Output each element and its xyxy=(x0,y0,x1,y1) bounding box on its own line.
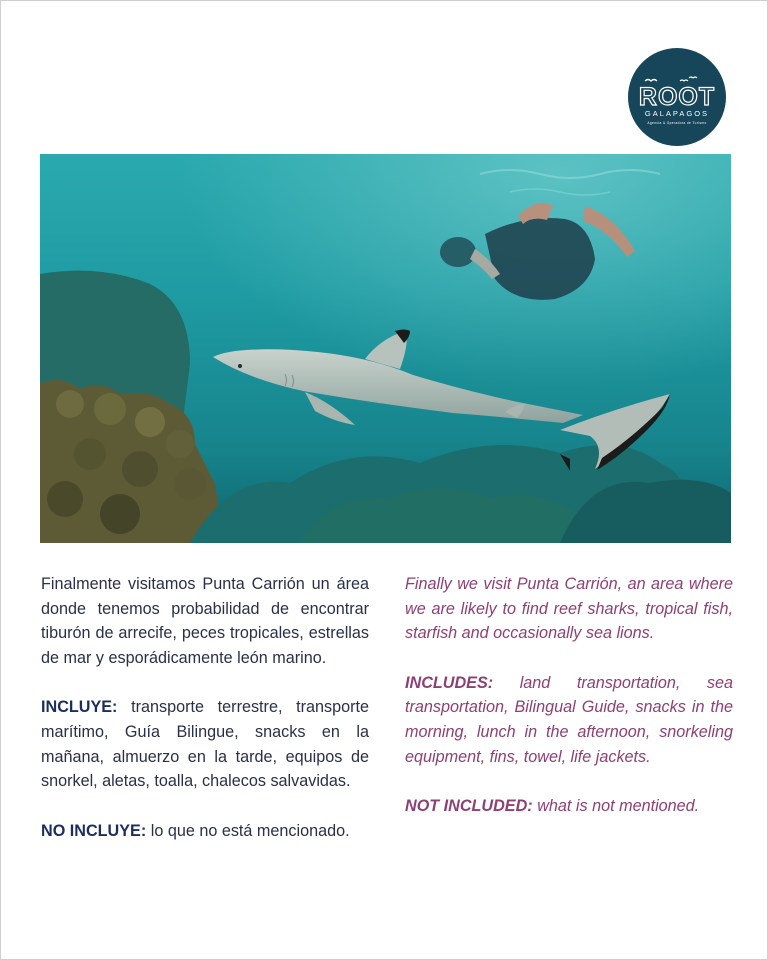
spanish-includes xyxy=(41,695,369,793)
english-includes-text: land transportation, sea transportation, Bilingual Guide, snacks in the morning, lunch in the afternoon, snorkeling equipment, fins, towel, life jackets. xyxy=(405,673,733,766)
spanish-includes-label: INCLUYE: xyxy=(41,698,118,717)
root-galapagos-logo xyxy=(628,48,726,146)
logo-tagline: Agencia & Operadora de Turismo xyxy=(647,121,707,125)
english-includes xyxy=(405,671,733,769)
spanish-not-included-label: NO INCLUYE: xyxy=(41,821,147,840)
logo-place: GALAPAGOS xyxy=(644,109,710,118)
english-not-included xyxy=(405,794,733,819)
spanish-not-included xyxy=(41,819,369,844)
spanish-includes-text: transporte terrestre, transporte marítimo, Guía Bilingue, snacks en la mañana, almuerzo en la tarde, equipos de snorkel, aletas, toalla, chalecos salvavidas. xyxy=(41,698,369,791)
english-not-included-text: what is not mentioned. xyxy=(532,797,700,816)
spanish-not-included-text: lo que no está mencionado. xyxy=(146,821,350,840)
spanish-description-column xyxy=(41,572,369,868)
english-description-column xyxy=(405,572,733,844)
spanish-intro: Finalmente visitamos Punta Carrión un área donde tenemos probabilidad de encontrar tiburón de arrecife, peces tropicales, estrellas de mar y esporádicamente león marino. xyxy=(41,575,369,667)
english-intro: Finally we visit Punta Carrión, an area where we are likely to find reef sharks, tropical fish, starfish and occasionally sea lions. xyxy=(405,575,733,643)
english-includes-label: INCLUDES: xyxy=(405,673,494,692)
underwater-shark-photo xyxy=(40,154,731,543)
english-not-included-label: NOT INCLUDED: xyxy=(405,797,533,816)
logo-name: ROOT xyxy=(638,83,716,111)
